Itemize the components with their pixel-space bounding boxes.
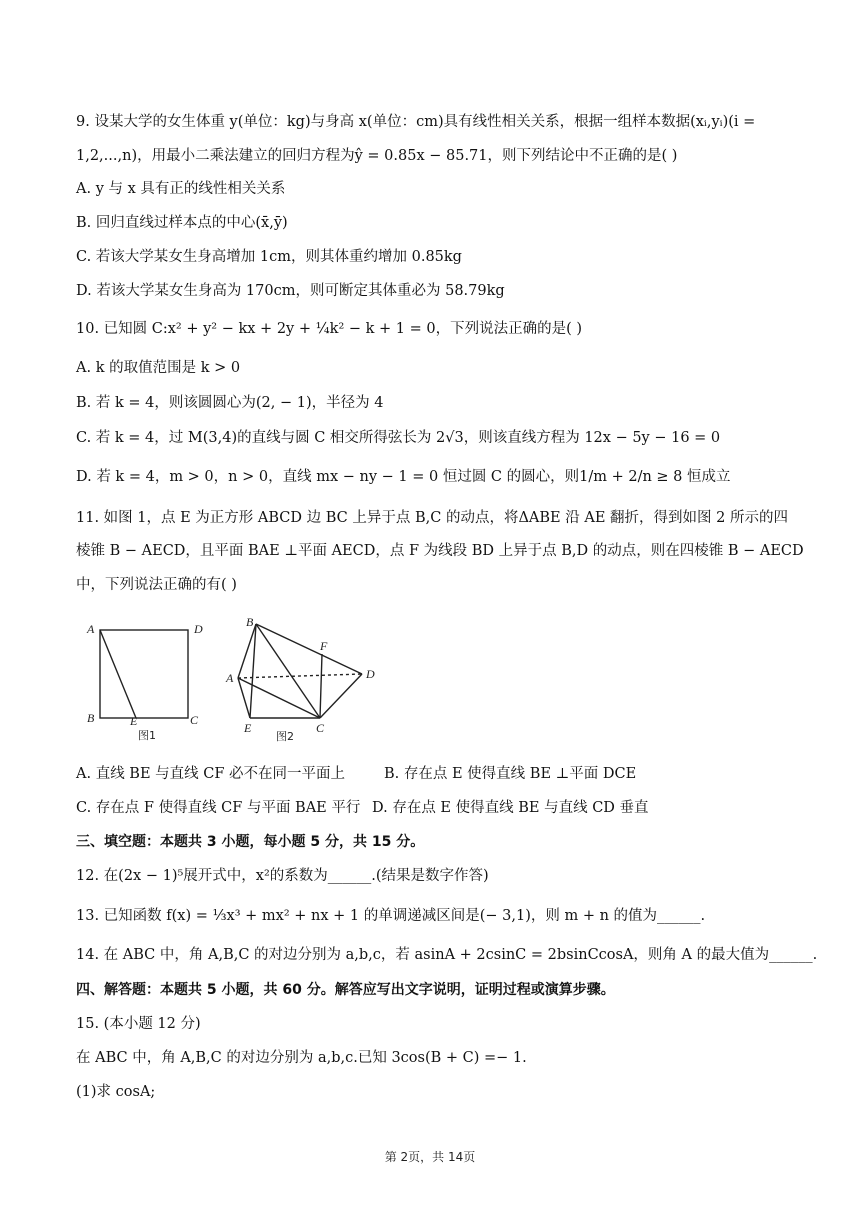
label-e: E [244,721,252,735]
q11-option-b: B. 存在点 E 使得直线 BE ⊥平面 DCE [384,766,637,782]
q13: 13. 已知函数 f(x) = ⅓x³ + mx² + nx + 1 的单调递减区间是(− 3,1)，则 m + n 的值为______. [76,908,706,924]
figure-2-caption: 图2 [276,730,294,742]
q9-option-c: C. 若该大学某女生身高增加 1cm，则其体重约增加 0.85kg [76,249,462,265]
q15-stem: 在 ABC 中，角 A,B,C 的对边分别为 a,b,c.已知 3cos(B + C) =− 1. [76,1050,527,1066]
label-f: F [320,639,328,653]
label-a: A [87,622,95,636]
edge-ae [238,678,250,718]
q11-option-d: D. 存在点 E 使得直线 BE 与直线 CD 垂直 [372,800,649,816]
label-e: E [130,714,138,728]
figure-1-caption: 图1 [138,729,156,742]
edge-cd [320,674,362,718]
q9-option-d: D. 若该大学某女生身高为 170cm，则可断定其体重必为 58.79kg [76,283,505,299]
q9-option-a: A. y 与 x 具有正的线性相关关系 [76,181,286,197]
segment-ae [100,630,136,718]
label-d: D [366,667,375,681]
section-4-heading: 四、解答题：本题共 5 小题，共 60 分。解答应写出文字说明，证明过程或演算步骤。 [76,982,615,998]
label-b: B [246,615,254,629]
q10-stem: 10. 已知圆 C:x² + y² − kx + 2y + ¼k² − k + 1 = 0，下列说法正确的是( ) [76,321,583,337]
q12: 12. 在(2x − 1)⁵展开式中，x²的系数为______.(结果是数字作答) [76,868,489,884]
q9-line2: 1,2,...,n)，用最小二乘法建立的回归方程为ŷ = 0.85x − 85.71，则下列结论中不正确的是( ) [76,148,678,164]
q15-title: 15. (本小题 12 分) [76,1016,201,1032]
edge-bc [256,624,320,718]
q11-option-a: A. 直线 BE 与直线 CF 必不在同一平面上 [76,766,346,782]
q10-option-a: A. k 的取值范围是 k > 0 [76,360,241,376]
figure-2-pyramid [224,612,384,742]
label-c: C [190,713,199,727]
square-abcd [100,630,188,718]
q14: 14. 在 ABC 中，角 A,B,C 的对边分别为 a,b,c，若 asinA + 2csinC = 2bsinCcosA，则角 A 的最大值为______. [76,947,818,963]
q9-option-b: B. 回归直线过样本点的中心(x̄,ȳ) [76,215,288,231]
label-d: D [194,622,203,636]
edge-ad-hidden [238,674,362,678]
q15-part1: (1)求 cosA; [76,1084,156,1100]
edge-cf [320,654,322,718]
label-a: A [226,671,234,685]
q9-line1: 9. 设某大学的女生体重 y(单位：kg)与身高 x(单位：cm)具有线性相关关系，根据一组样本数据(xᵢ,yᵢ)(i = [76,114,756,130]
label-c: C [316,721,325,735]
q11-line3: 中，下列说法正确的有( ) [76,577,237,593]
figure-1-square [82,612,212,742]
section-3-heading: 三、填空题：本题共 3 小题，每小题 5 分，共 15 分。 [76,834,425,850]
q10-option-b: B. 若 k = 4，则该圆圆心为(2, − 1)，半径为 4 [76,395,384,411]
label-b: B [87,711,95,725]
page-footer: 第 2页，共 14页 [384,1150,476,1164]
q10-option-d: D. 若 k = 4，m > 0，n > 0，直线 mx − ny − 1 = 0 恒过圆 C 的圆心，则1/m + 2/n ≥ 8 恒成立 [76,469,731,485]
edge-bd [256,624,362,674]
q10-option-c: C. 若 k = 4，过 M(3,4)的直线与圆 C 相交所得弦长为 2√3，则该直线方程为 12x − 5y − 16 = 0 [76,430,721,446]
q11-line1: 11. 如图 1，点 E 为正方形 ABCD 边 BC 上异于点 B,C 的动点，将ΔABE 沿 AE 翻折，得到如图 2 所示的四 [76,510,788,526]
q11-option-c: C. 存在点 F 使得直线 CF 与平面 BAE 平行 [76,800,361,816]
q11-line2: 棱锥 B − AECD，且平面 BAE ⊥平面 AECD，点 F 为线段 BD 上异于点 B,D 的动点，则在四棱锥 B − AECD [76,543,804,559]
